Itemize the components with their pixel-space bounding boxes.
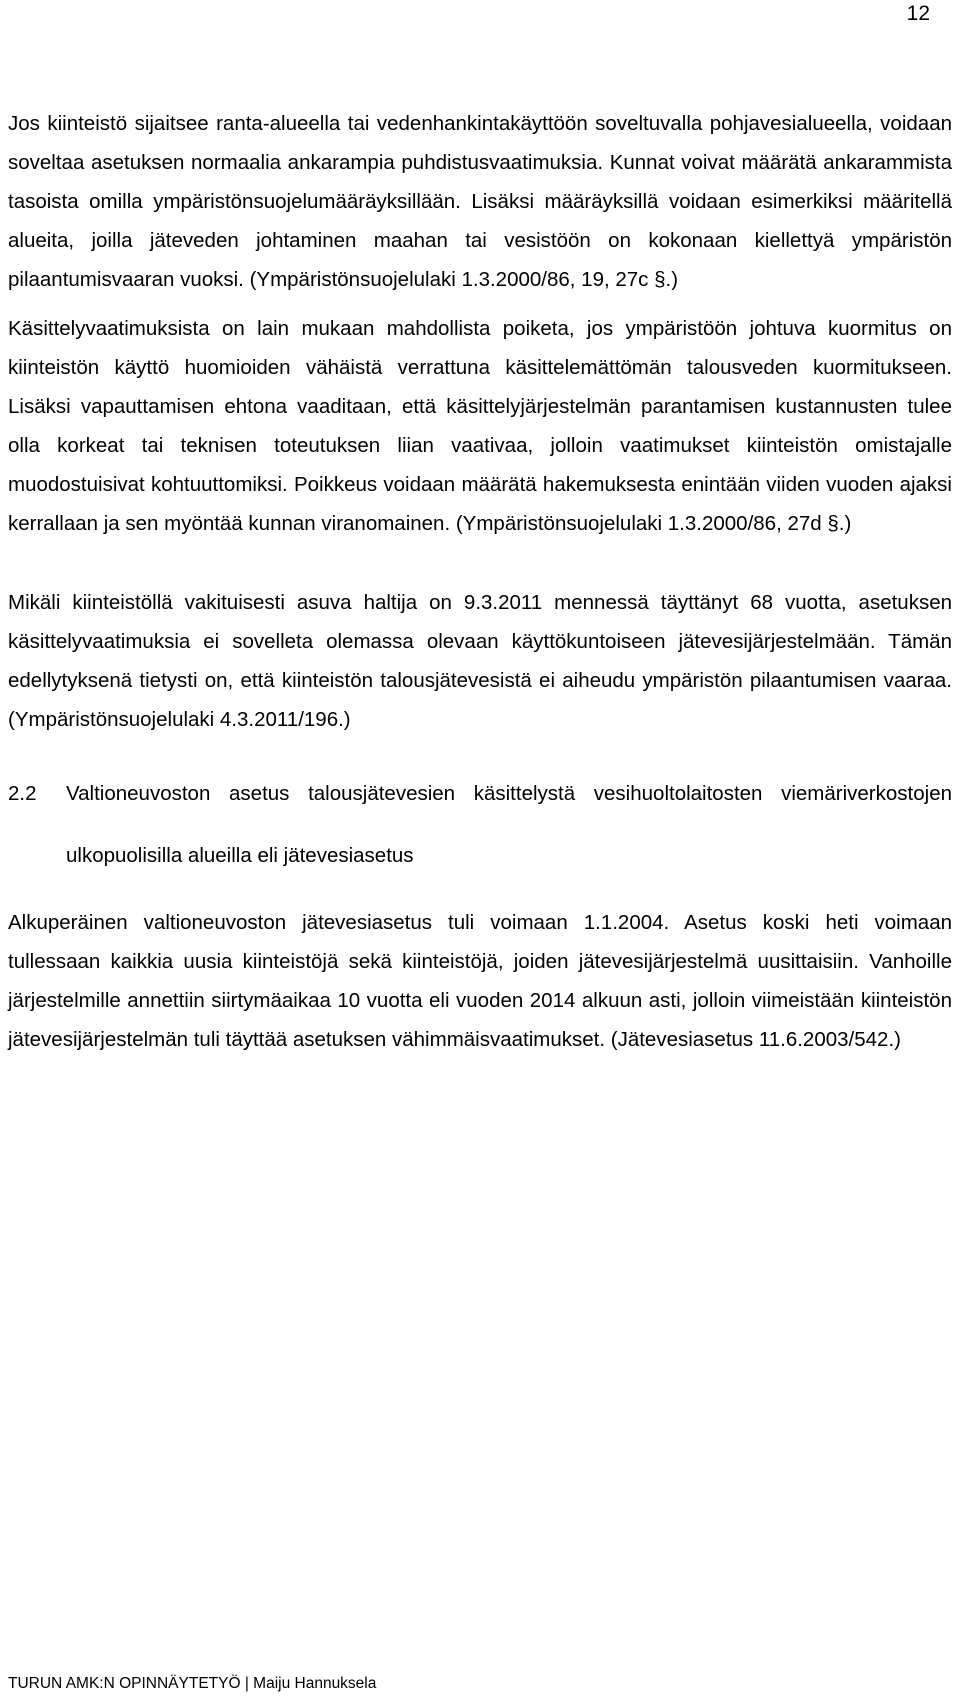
section-number: 2.2 bbox=[8, 782, 37, 805]
document-body bbox=[8, 104, 952, 1059]
paragraph-exemptions: Käsittelyvaatimuksista on lain mukaan mahdollista poiketa, jos ympäristöön johtuva kuormitus on kiinteistön käyttö huomioiden vähäistä verrattuna käsittelemättömän talousveden kuormitukseen. Lisäksi vapauttamisen ehtona vaaditaan, että käsittelyjärjestelmän parantamisen kustannusten tulee olla korkeat tai teknisen toteutuksen liian vaativaa, jolloin vaatimukset kiinteistön omistajalle muodostuisivat kohtuuttomiksi. Poikkeus voidaan määrätä hakemuksesta enintään viiden vuoden ajaksi kerrallaan ja sen myöntää kunnan viranomainen. (Ympäristönsuojelulaki 1.3.2000/86, 27d §.) bbox=[8, 317, 952, 535]
paragraph-wastewater-decree: Alkuperäinen valtioneuvoston jätevesiasetus tuli voimaan 1.1.2004. Asetus koski heti voimaan tullessaan kaikkia uusia kiinteistöjä sekä kiinteistöjä, joiden jätevesijärjestelmä uusittaisiin. Vanhoille järjestelmille annettiin siirtymäaikaa 10 vuotta eli vuoden 2014 alkuun asti, jolloin viimeistään kiinteistön jätevesijärjestelmän tuli täyttää asetuksen vähimmäisvaatimukset. (Jätevesiasetus 11.6.2003/542.) bbox=[8, 911, 952, 1051]
section-heading bbox=[8, 763, 952, 887]
paragraph-age-exemption: Mikäli kiinteistöllä vakituisesti asuva haltija on 9.3.2011 mennessä täyttänyt 68 vuotta, asetuksen käsittelyvaatimuksia ei sovelleta olemassa olevaan käyttökuntoiseen jätevesijärjestelmään. Tämän edellytyksenä tietysti on, että kiinteistön talousjätevesistä ei aiheudu ympäristön pilaantumisen vaaraa. (Ympäristönsuojelulaki 4.3.2011/196.) bbox=[8, 591, 952, 731]
page-footer: TURUN AMK:N OPINNÄYTETYÖ | Maiju Hannuksela bbox=[8, 1675, 377, 1692]
page-number: 12 bbox=[906, 2, 930, 25]
section-title: Valtioneuvoston asetus talousjätevesien käsittelystä vesihuoltolaitosten viemäriverkostojen ulkopuolisilla alueilla eli jätevesiasetus bbox=[66, 782, 952, 867]
paragraph-shore-areas: Jos kiinteistö sijaitsee ranta-alueella tai vedenhankintakäyttöön soveltuvalla pohjavesialueella, voidaan soveltaa asetuksen normaalia ankarampia puhdistusvaatimuksia. Kunnat voivat määrätä ankarammista tasoista omilla ympäristönsuojelumääräyksillään. Lisäksi määräyksillä voidaan esimerkiksi määritellä alueita, joilla jäteveden johtaminen maahan tai vesistöön on kokonaan kiellettyä ympäristön pilaantumisvaaran vuoksi. (Ympäristönsuojelulaki 1.3.2000/86, 19, 27c §.) bbox=[8, 112, 952, 291]
